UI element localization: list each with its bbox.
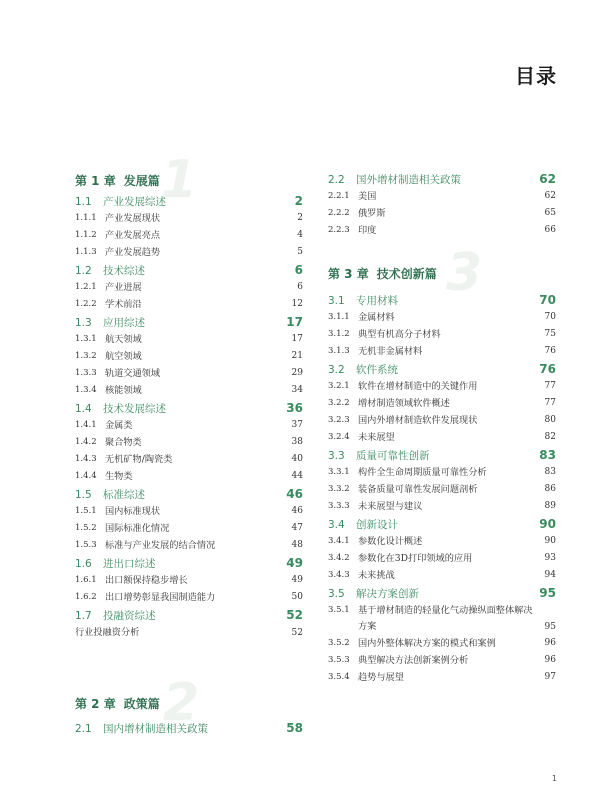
subsection-label: 行业投融资分析 [75,627,140,638]
subsection-number: 1.2.1 [75,282,97,292]
section-number: 1.7 [75,610,92,622]
section-number: 3.4 [328,519,345,531]
page-ref: 97 [544,672,556,682]
subsection-number: 2.2.3 [328,225,350,235]
toc-section[interactable] [75,399,303,417]
section-label: 标准综述 [103,489,145,501]
subsection-label: 无机矿物/陶瓷类 [105,454,173,465]
subsection-number: 1.2.2 [75,299,97,309]
page-ref: 44 [291,471,303,481]
toc-subsection[interactable] [328,533,556,550]
page-ref: 83 [544,467,556,477]
section-label: 创新设计 [356,519,398,531]
toc-subsection[interactable] [75,624,303,641]
chapter-3-watermark: 3 [446,243,483,303]
page-ref: 82 [544,432,556,442]
toc-subsection[interactable] [328,464,556,481]
chapter-prefix: 第 2 章 [75,697,116,711]
subsection-label: 出口额保持稳步增长 [105,575,188,586]
page-ref: 70 [539,293,556,307]
subsection-number: 3.2.2 [328,398,350,408]
page-ref: 62 [539,172,556,186]
toc-subsection[interactable] [75,279,303,296]
chapter-1-watermark: 1 [161,150,198,210]
subsection-label: 无机非金属材料 [358,346,423,357]
toc-section[interactable] [75,485,303,503]
subsection-number: 1.4.4 [75,471,97,481]
toc-subsection[interactable] [75,520,303,537]
subsection-label: 聚合物类 [105,437,142,448]
subsection-label: 典型有机高分子材料 [358,329,441,340]
page-ref: 58 [286,721,303,735]
subsection-label: 基于增材制造的轻量化气动操纵面整体解决 [358,605,533,616]
subsection-number: 1.3.3 [75,368,97,378]
subsection-label: 产业发展现状 [105,213,161,224]
section-label: 进出口综述 [103,558,156,570]
subsection-number: 1.4.1 [75,420,97,430]
page-ref: 48 [291,540,303,550]
page-ref: 34 [291,385,303,395]
subsection-number: 1.5.2 [75,523,97,533]
page-ref: 77 [544,381,556,391]
subsection-label: 国内标准现状 [105,506,161,517]
page-ref: 76 [544,346,556,356]
section-label: 软件系统 [356,364,398,376]
subsection-number: 3.3.3 [328,501,350,511]
page-ref: 96 [544,655,556,665]
subsection-label: 未来展望与建议 [358,501,423,512]
toc-subsection[interactable] [328,395,556,412]
toc-subsection[interactable] [328,205,556,222]
toc-subsection[interactable] [75,296,303,313]
subsection-number: 1.4.3 [75,454,97,464]
subsection-number: 3.1.1 [328,312,350,322]
page-ref: 62 [544,191,556,201]
subsection-number: 3.1.3 [328,346,350,356]
page-ref: 96 [544,638,556,648]
page-ref: 70 [544,312,556,322]
chapter-title: 技术创新篇 [376,267,437,281]
page-ref: 76 [539,362,556,376]
subsection-number: 1.1.2 [75,230,97,240]
toc-left-column [75,150,303,737]
subsection-label: 航空领域 [105,351,142,362]
toc-section[interactable] [75,261,303,279]
toc-subsection[interactable] [75,244,303,261]
section-label: 投融资综述 [103,610,156,622]
section-label: 技术发展综述 [103,403,166,415]
subsection-number: 3.4.3 [328,570,350,580]
page-ref: 89 [544,501,556,511]
subsection-label: 美国 [358,191,377,202]
subsection-number: 1.3.2 [75,351,97,361]
subsection-number: 3.5.1 [328,605,350,615]
page-ref: 5 [297,247,303,257]
subsection-number: 1.6.2 [75,592,97,602]
toc-section[interactable] [328,515,556,533]
subsection-label: 趋势与展望 [358,672,404,683]
subsection-label: 核能领域 [105,385,142,396]
page-ref: 49 [291,575,303,585]
subsection-number: 3.3.1 [328,467,350,477]
subsection-label: 产业发展亮点 [105,230,161,241]
section-number: 3.2 [328,364,345,376]
page-ref: 94 [544,570,556,580]
subsection-label: 金属类 [105,420,133,431]
subsection-label: 生物类 [105,471,133,482]
page-ref: 46 [286,487,303,501]
subsection-label: 俄罗斯 [358,208,386,219]
page-ref: 93 [544,553,556,563]
subsection-number: 3.1.2 [328,329,350,339]
page-ref: 38 [291,437,303,447]
page-ref: 77 [544,398,556,408]
toc-subsection[interactable] [75,331,303,348]
page-ref: 65 [544,208,556,218]
toc-subsection[interactable] [75,572,303,589]
page-ref: 52 [286,608,303,622]
subsection-number: 1.3.1 [75,334,97,344]
subsection-number: 1.4.2 [75,437,97,447]
page-ref: 2 [294,194,303,208]
subsection-label: 构件全生命周期质量可靠性分析 [358,467,487,478]
subsection-number: 3.5.3 [328,655,350,665]
section-label: 国内增材制造相关政策 [103,723,208,735]
toc-section[interactable] [328,584,556,602]
page-ref: 40 [291,454,303,464]
page-ref: 21 [291,351,303,361]
subsection-label: 未来展望 [358,432,395,443]
page-ref: 90 [544,536,556,546]
toc-subsection[interactable] [328,550,556,567]
toc-right-column [328,170,556,686]
page-ref: 29 [291,368,303,378]
chapter-prefix: 第 3 章 [328,267,369,281]
page-ref: 12 [291,299,303,309]
page-ref: 36 [286,401,303,415]
toc-subsection[interactable] [328,378,556,395]
section-number: 1.3 [75,317,92,329]
section-number: 1.4 [75,403,92,415]
toc-subsection[interactable] [75,348,303,365]
page-ref: 95 [539,586,556,600]
subsection-label: 印度 [358,225,377,236]
toc-subsection[interactable] [328,481,556,498]
page-ref: 6 [294,263,303,277]
section-label: 产业发展综述 [103,196,166,208]
page-ref: 83 [539,448,556,462]
page-ref: 90 [539,517,556,531]
section-number: 2.2 [328,174,345,186]
toc-subsection[interactable] [328,222,556,239]
toc-subsection[interactable] [75,210,303,227]
section-number: 3.3 [328,450,345,462]
toc-subsection[interactable] [75,589,303,606]
subsection-number: 1.1.3 [75,247,97,257]
toc-subsection[interactable] [75,451,303,468]
toc-section[interactable] [75,606,303,624]
toc-subsection[interactable] [328,412,556,429]
section-label: 国外增材制造相关政策 [356,174,461,186]
subsection-number: 2.2.1 [328,191,350,201]
section-label: 专用材料 [356,295,398,307]
chapter-prefix: 第 1 章 [75,174,116,188]
section-number: 1.1 [75,196,92,208]
chapter-spacer [328,239,556,263]
page-ref: 4 [297,230,303,240]
subsection-label: 典型解决方法创新案例分析 [358,655,469,666]
page-ref: 75 [544,329,556,339]
page-ref: 17 [286,315,303,329]
page-ref: 17 [291,334,303,344]
toc-subsection[interactable] [328,498,556,515]
toc-subsection[interactable] [328,669,556,686]
subsection-label: 航天领域 [105,334,142,345]
section-number: 3.5 [328,588,345,600]
subsection-number: 1.5.3 [75,540,97,550]
toc-section[interactable] [328,291,556,309]
toc-section[interactable] [75,554,303,572]
page-ref: 52 [291,628,303,638]
toc-subsection[interactable] [328,309,556,326]
subsection-label: 出口增势彰显我国制造能力 [105,592,216,603]
page-title: 目录 [515,64,557,88]
subsection-number: 3.2.3 [328,415,350,425]
subsection-label: 软件在增材制造中的关键作用 [358,381,478,392]
section-number: 2.1 [75,723,92,735]
page-ref: 86 [544,484,556,494]
toc-subsection[interactable] [75,537,303,554]
toc-subsection[interactable] [75,503,303,520]
section-label: 质量可靠性创新 [356,450,430,462]
chapter-title: 发展篇 [123,174,160,188]
chapter-2-watermark: 2 [163,673,200,733]
subsection-label: 国内外增材制造软件发展现状 [358,415,478,426]
toc-section[interactable] [328,360,556,378]
toc-subsection[interactable] [75,382,303,399]
section-label: 技术综述 [103,265,145,277]
subsection-number: 3.5.4 [328,672,350,682]
subsection-number: 1.6.1 [75,575,97,585]
subsection-number: 1.1.1 [75,213,97,223]
toc-section[interactable] [328,170,556,188]
section-number: 1.5 [75,489,92,501]
subsection-number: 3.4.2 [328,553,350,563]
page-number: 1 [551,774,557,783]
toc-section[interactable] [75,313,303,331]
subsection-number: 3.3.2 [328,484,350,494]
subsection-number: 3.4.1 [328,536,350,546]
page-ref: 2 [297,213,303,223]
subsection-label: 国际标准化情况 [105,523,170,534]
section-number: 3.1 [328,295,345,307]
toc-subsection[interactable] [75,417,303,434]
subsection-number: 3.2.4 [328,432,350,442]
toc-subsection[interactable] [328,429,556,446]
toc-subsection[interactable] [328,652,556,669]
subsection-label: 增材制造领域软件概述 [358,398,450,409]
subsection-number: 3.2.1 [328,381,350,391]
page-ref: 6 [297,282,303,292]
page-ref: 37 [291,420,303,430]
toc-subsection[interactable] [75,468,303,485]
subsection-number: 2.2.2 [328,208,350,218]
page-ref: 95 [544,622,556,632]
subsection-label: 产业发展趋势 [105,247,161,258]
subsection-label: 装备质量可靠性发展问题剖析 [358,484,478,495]
subsection-label: 参数化设计概述 [358,536,423,547]
subsection-label: 金属材料 [358,312,395,323]
subsection-label: 轨道交通领域 [105,368,161,379]
subsection-number: 1.3.4 [75,385,97,395]
toc-subsection[interactable] [328,602,556,619]
page-ref: 50 [291,592,303,602]
chapter-title: 政策篇 [123,697,160,711]
toc-subsection[interactable] [75,227,303,244]
toc-subsection[interactable] [328,635,556,652]
toc-subsection[interactable] [75,365,303,382]
subsection-label: 国内外整体解决方案的模式和案例 [358,638,496,649]
toc-subsection[interactable] [328,326,556,343]
section-label: 解决方案创新 [356,588,419,600]
section-label: 应用综述 [103,317,145,329]
page-ref: 49 [286,556,303,570]
page-ref: 47 [291,523,303,533]
section-number: 1.6 [75,558,92,570]
subsection-number: 3.5.2 [328,638,350,648]
toc-section[interactable] [328,446,556,464]
subsection-label-continued: 方案 [358,621,377,632]
subsection-label: 参数化在3D打印领域的应用 [358,553,473,564]
toc-subsection[interactable] [328,188,556,205]
toc-subsection-continued[interactable] [328,619,556,635]
page-ref: 66 [544,225,556,235]
subsection-label: 产业进展 [105,282,142,293]
toc-subsection[interactable] [328,567,556,584]
section-number: 1.2 [75,265,92,277]
subsection-label: 学术前沿 [105,299,142,310]
subsection-label: 未来挑战 [358,570,395,581]
subsection-number: 1.5.1 [75,506,97,516]
toc-subsection[interactable] [75,434,303,451]
toc-subsection[interactable] [328,343,556,360]
subsection-label: 标准与产业发展的结合情况 [105,540,216,551]
page-ref: 46 [291,506,303,516]
page-ref: 80 [544,415,556,425]
